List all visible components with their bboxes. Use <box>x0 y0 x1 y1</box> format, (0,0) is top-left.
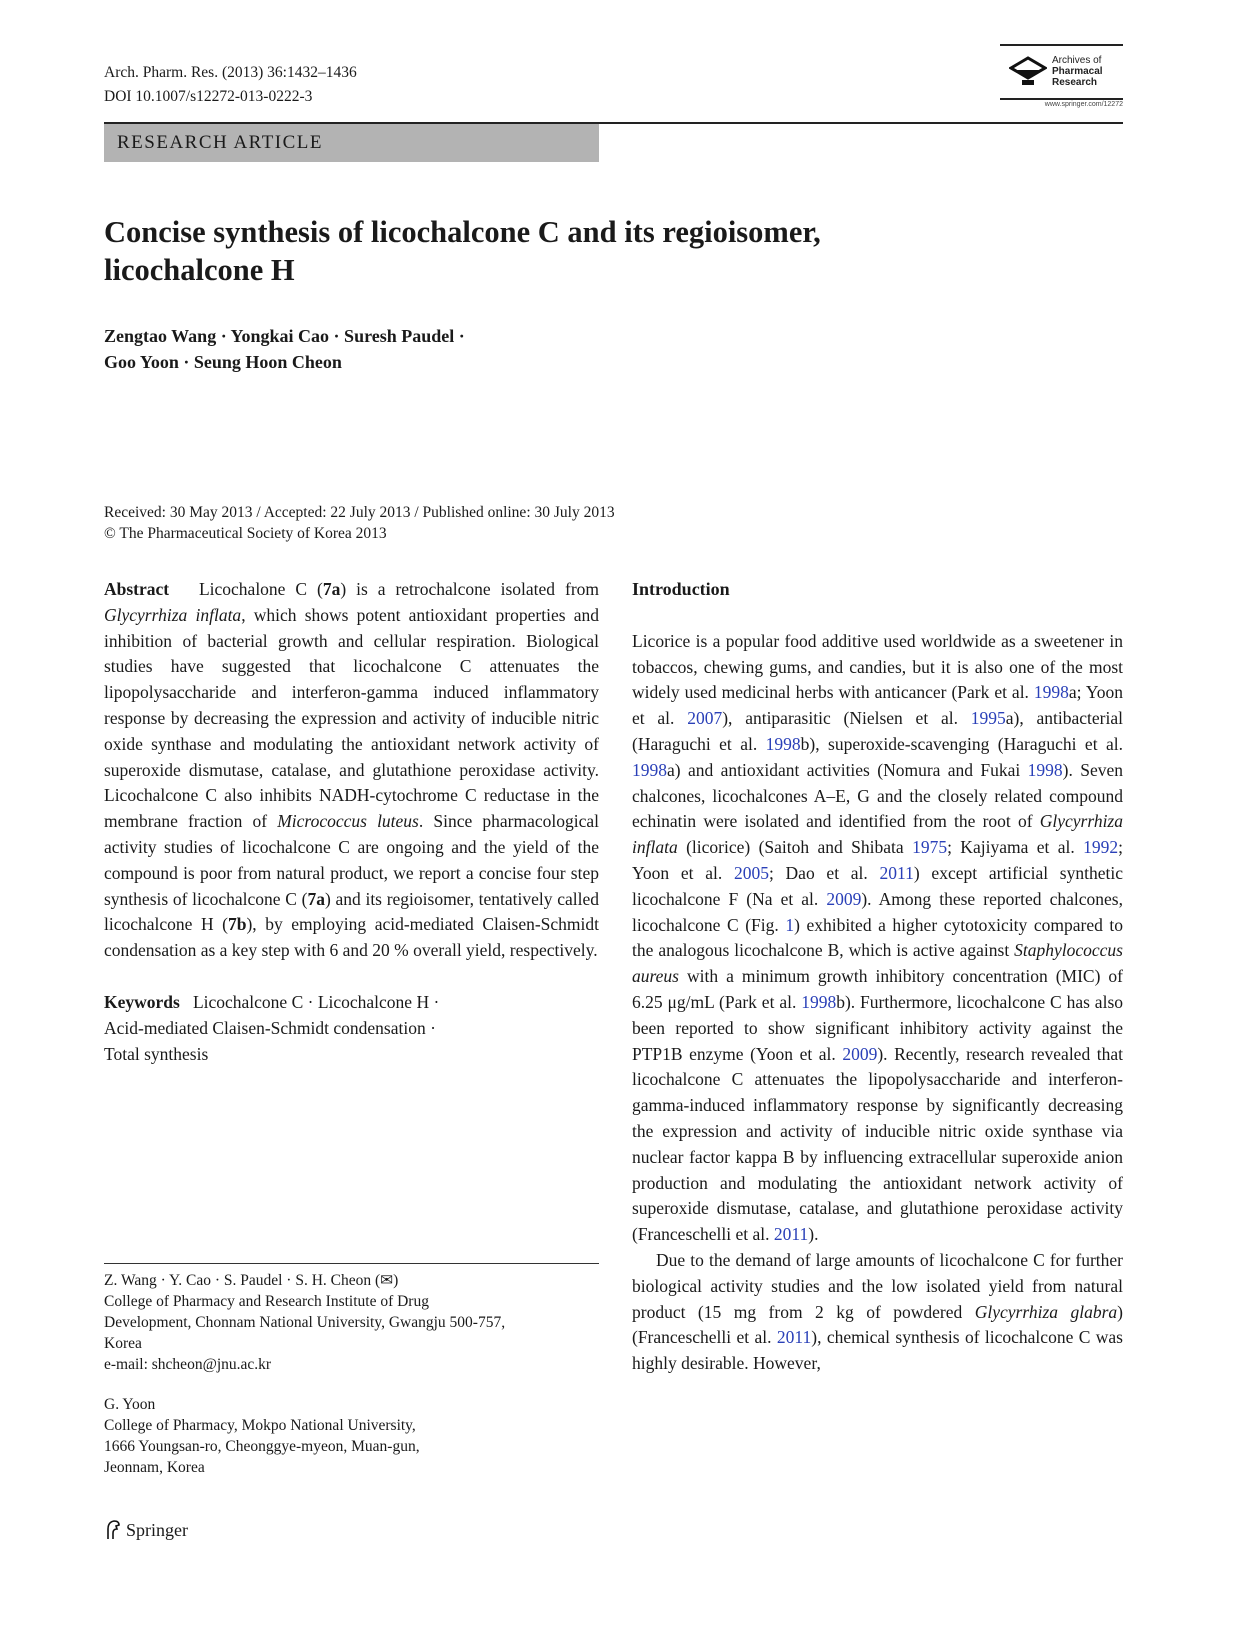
affil-inst-1: College of Pharmacy and Research Institute of Drug Development, Chonnam National University, Gwangju 500-757, Korea <box>104 1293 506 1352</box>
footnote-rule <box>104 1263 599 1264</box>
article-type-banner: RESEARCH ARTICLE <box>104 124 599 162</box>
doi: DOI 10.1007/s12272-013-0222-3 <box>104 88 313 105</box>
citation-link[interactable]: 1998 <box>1033 682 1069 703</box>
author-list: Zengtao Wang · Yongkai Cao · Suresh Paudel · Goo Yoon · Seung Hoon Cheon <box>104 326 465 372</box>
citation-link[interactable]: 2011 <box>773 1224 809 1245</box>
intro-paragraph-2: Due to the demand of large amounts of licochalcone C for further biological activity studies and the low isolated yield from natural product (15 mg from 2 kg of powdered Glycyrrhiza glabra) (Franceschelli et al. 2011), chemical synthesis of licochalcone C was highly desirable. However, <box>632 1249 1123 1374</box>
citation-link[interactable]: 1975 <box>912 837 948 858</box>
publisher-name: Springer <box>126 1520 188 1540</box>
springer-horse-icon <box>104 1519 122 1541</box>
citation-link[interactable]: 1998 <box>801 991 837 1012</box>
logo-text: Archives of Pharmacal Research <box>1052 55 1103 88</box>
abstract-column <box>104 577 599 1067</box>
affil-inst-2: College of Pharmacy, Mokpo National University, 1666 Youngsan-ro, Cheonggye-myeon, Muan-gun, Jeonnam, Korea <box>104 1417 420 1476</box>
journal-citation: Arch. Pharm. Res. (2013) 36:1432–1436 <box>104 64 357 81</box>
publication-dates: Received: 30 May 2013 / Accepted: 22 July 2013 / Published online: 30 July 2013 © The Pharmaceutical Society of Korea 2013 <box>104 504 615 542</box>
citation-link[interactable]: 2011 <box>776 1327 812 1348</box>
citation-link[interactable]: 2009 <box>826 888 862 909</box>
citation-link[interactable]: 1998 <box>765 733 801 754</box>
affil-authors-2: G. Yoon <box>104 1396 156 1413</box>
citation-link[interactable]: 2011 <box>879 862 914 883</box>
citation-link[interactable]: 1992 <box>1083 837 1119 858</box>
springer-footer <box>104 1518 188 1542</box>
corresponding-email[interactable]: e-mail: shcheon@jnu.ac.kr <box>104 1356 272 1373</box>
figure-link[interactable]: 1 <box>785 914 795 935</box>
affil-authors-1: Z. Wang · Y. Cao · S. Paudel · S. H. Cheon (✉) <box>104 1272 399 1289</box>
citation-link[interactable]: 2005 <box>733 862 769 883</box>
affiliations <box>104 1270 599 1478</box>
citation-link[interactable]: 1998 <box>632 759 667 780</box>
keywords: Keywords Licochalcone C · Licochalcone H · Acid-mediated Claisen-Schmidt condensation · Total synthesis <box>104 991 440 1064</box>
citation-link[interactable]: 1995 <box>970 708 1006 729</box>
logo-rule-bottom <box>1000 98 1123 100</box>
introduction-column <box>632 577 1123 1377</box>
introduction-heading: Introduction <box>632 579 730 599</box>
citation-link[interactable]: 2009 <box>842 1043 878 1064</box>
abstract: Abstract Licochalone C (7a) is a retrochalcone isolated from Glycyrrhiza inflata, which shows potent antioxidant properties and inhibition of bacterial growth and cellular respiration. Biological studies have suggested that licochalcone C attenuates the lipopolysaccharide and interferon-gamma induced inflammatory response by decreasing the expression and activity of inducible nitric oxide synthase and modulating the antioxidant network activity of superoxide dismutase, catalase, and glutathione peroxidase activity. Licochalcone C also inhibits NADH-cytochrome C reductase in the membrane fraction of Micrococcus luteus. Since pharmacological activity studies of licochalcone C are ongoing and the yield of the compound is poor from natural product, we report a concise four step synthesis of licochalcone C (7a) and its regioisomer, tentatively called licochalcone H (7b), by employing acid-mediated Claisen-Schmidt condensation as a key step with 6 and 20 % overall yield, respectively. <box>104 579 600 961</box>
intro-paragraph-1: Licorice is a popular food additive used worldwide as a sweetener in tobaccos, chewing gums, and candies, but it is also one of the most widely used medicinal herbs with anticancer (Park et al. 1998a; Yoon et al. 2007), antiparasitic (Nielsen et al. 1995a), antibacterial (Haraguchi et al. 1998b), superoxide-scavenging (Haraguchi et al. 1998a) and antioxidant activities (Nomura and Fukai 1998). Seven chalcones, licochalcones A–E, G and the closely related compound echinatin were isolated and identified from the root of Glycyrrhiza inflata (licorice) (Saitoh and Shibata 1975; Kajiyama et al. 1992; Yoon et al. 2005; Dao et al. 2011) except artificial synthetic licochalcone F (Na et al. 2009). Among these reported chalcones, licochalcone C (Fig. 1) exhibited a higher cytotoxicity compared to the analogous licochalcone B, which is active against Staphylococcus aureus with a minimum growth inhibitory concentration (MIC) of 6.25 μg/mL (Park et al. 1998b). Furthermore, licochalcone C has also been reported to show significant inhibitory activity against the PTP1B enzyme (Yoon et al. 2009). Recently, research revealed that licochalcone C attenuates the lipopolysaccharide and interferon-gamma-induced inflammatory response by significantly decreasing the expression and activity of inducible nitric oxide synthase via nuclear factor kappa B by influencing extracellular superoxide anion production and modulating the antioxidant network activity of superoxide dismutase, catalase, and glutathione peroxidase activity (Franceschelli et al. 2011). <box>632 630 1124 1245</box>
journal-logo <box>1000 44 1123 106</box>
citation-link[interactable]: 1998 <box>1027 759 1063 780</box>
mortar-pestle-icon <box>1009 56 1047 88</box>
logo-rule-top <box>1000 44 1123 46</box>
logo-url: www.springer.com/12272 <box>1044 101 1123 108</box>
citation-link[interactable]: 2007 <box>687 708 723 729</box>
article-title: Concise synthesis of licochalcone C and its regioisomer, licochalcone H <box>104 215 821 287</box>
